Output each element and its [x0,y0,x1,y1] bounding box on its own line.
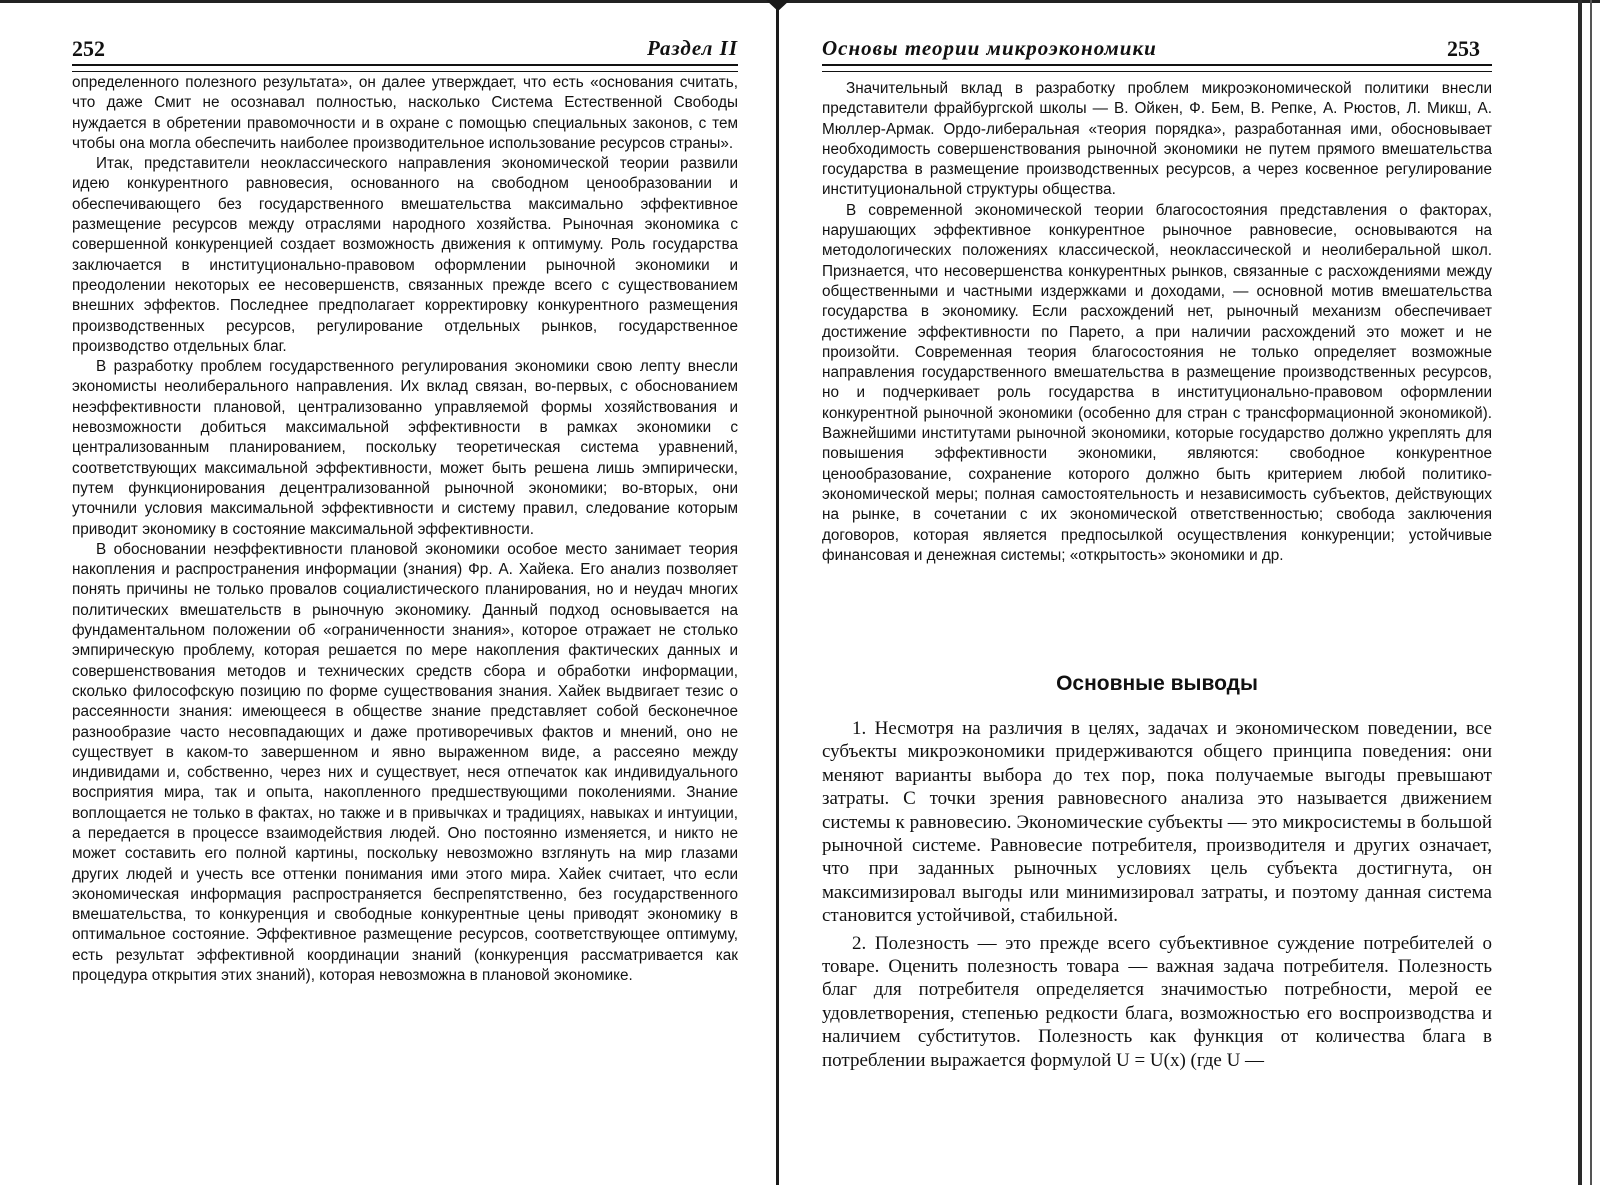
section-heading: Основные выводы [1056,672,1258,695]
conclusions-list [822,717,1492,1072]
right-page-body [822,79,1492,566]
running-head: Раздел II [646,36,738,60]
top-edge-rule [0,0,1600,3]
page-number: 252 [72,36,105,61]
paragraph: В разработку проблем государственного регулирования экономики свою лепту внесли экономисты неолиберального направления. Их вклад связан, во-первых, с обоснованием неэффективности плановой, централизованно управляемой формы хозяйствования и невозможности добиться максимальной эффективности в рамках экономики с централизованным планированием, поскольку теоретическая система уравнений, соответствующих максимальной эффективности, может быть решена лишь эмпирически, путем функционирования децентрализованной рыночной экономики; во-вторых, они уточнили условия максимальной эффективности и систему правил, следование которым приводит экономику в состояние максимальной эффективности. [72,358,738,538]
conclusion-item: 2. Полезность — это прежде всего субъективное суждение потребителей о товаре. Оценить полезность товара — важная задача потребителя. Полезность благ для потребителя определяется значимостью потребности, мерой ее удовлетворения, степенью редкости блага, возможностью его воспроизводства и наличием субститутов. Полезность как функция от количества блага в потреблении выражается формулой U = U(x) (где U — [822,932,1492,1071]
page-number: 253 [1447,36,1480,61]
paragraph: Итак, представители неоклассического направления экономической теории развили идею конкурентного равновесия, основанного на свободном ценообразовании и обеспечивающего без государственного вмешательства максимально эффективное размещение ресурсов между отраслями народного хозяйства. Рыночная экономика с совершенной конкуренцией создает возможность движения к оптимуму. Роль государства заключается в институционально-правовом оформлении рыночной экономики и преодолении некоторых ее несовершенств, связанных прежде всего с существованием внешних эффектов. Последнее предполагает корректировку конкурентного размещения производственных ресурсов, регулирование отдельных рынков, государственное производство отдельных благ. [72,155,738,355]
left-page-body [72,73,738,986]
left-page-header [72,36,738,66]
header-rule [72,64,738,72]
running-head: Основы теории микроэкономики [822,36,1157,60]
paragraph: В современной экономической теории благосостояния представления о факторах, нарушающих эффективное конкурентное рыночное равновесие, основываются на методологических положениях классической, неоклассической и неолиберальной школ. Признается, что несовершенства конкурентных рынков, связанные с расхождениями между общественными и частными издержками и доходами, — основной мотив вмешательства государства в экономику. Если расхождений нет, рыночный механизм обеспечивает достижение эффективности по Парето, а при наличии расхождений это может и не произойти. Современная теория благосостояния не только определяет возможные направления государственного вмешательства в размещение производственных ресурсов, но и подчеркивает роль государства в институционально-правовом оформлении конкурентной рыночной экономики (особенно для стран с трансформационной экономикой). Важнейшими институтами рыночной экономики, которые государство должно укреплять для повышения эффективности экономики, являются: свободное конкурентное ценообразование, сохранение которого должно быть критерием любой политико-экономической меры; полная самостоятельность и независимость субъектов, действующих на рынке, в сочетании с их экономической ответственностью; свобода заключения договоров, которая является предпосылкой осуществления конкуренции; устойчивые финансовая и денежная системы; «открытость» экономики и др. [822,201,1492,564]
spine-notch [766,0,790,10]
page-edge-shadow [1590,0,1592,1185]
book-spine [776,0,779,1185]
right-page-header [822,36,1492,66]
paragraph: Значительный вклад в разработку проблем микроэкономической политики внесли представители фрайбургской школы — В. Ойкен, Ф. Бем, В. Репке, А. Рюстов, Л. Микш, А. Мюллер-Армак. Ордо-либеральная «теория порядка», разработанная ими, обосновывает необходимость совершенствования рыночной экономики не путем прямого вмешательства государства в размещение производственных ресурсов, а через косвенное регулирование институциональной структуры общества. [822,80,1492,199]
paragraph: определенного полезного результата», он далее утверждает, что есть «основания считать, что даже Смит не осознавал полностью, насколько Система Естественной Свободы нуждается в обретении правомочности и в охране с помощью специальных законов, с тем чтобы она могла обеспечить наиболее производительное использование ресурсов страны». [72,74,738,152]
paragraph: В обосновании неэффективности плановой экономики особое место занимает теория накопления и распространения информации (знания) Фр. А. Хайека. Его анализ позволяет понять причины не только провалов социалистического планирования, но и неудач многих политических вмешательств в рыночную экономику. Данный подход основывается на фундаментальном положении об «ограниченности знания», которое отражает не столько эмпирическую проблему, которая решается по мере накопления фактических данных и совершенствования методов и технических средств сбора и обработки информации, сколько философскую позицию по форме существования знания. Хайек выдвигает тезис о рассеянности знания: имеющееся в обществе знание представляет собой бесконечное разнообразие часто несовпадающих и даже противоречивых фактов и мнений, оно не существует в каком-то завершенном и явно выраженном виде, а рассеяно между индивидами и, собственно, через них и существует, неся отпечаток как индивидуального восприятия мира, так и опыта, накопленного предшествующими поколениями. Знание воплощается не только в фактах, но также и в привычках и традициях, навыках и интуиции, а передается в процессе взаимодействия людей. Оно постоянно изменяется, и никто не может составить его полной картины, поскольку невозможно взглянуть на мир глазами других людей и учесть все оттенки понимания ими этого мира. Хайек считает, что если экономическая информация распространяется беспрепятственно, без государственного вмешательства, то конкуренция и свободные конкурентные цены приводят экономику в оптимальное состояние. Эффективное размещение ресурсов, соответствующее оптимуму, есть результат эффективной координации знаний (конкуренция рассматривается как процедура открытия этих знаний), которая невозможна в плановой экономике. [72,540,738,985]
conclusion-item: 1. Несмотря на различия в целях, задачах и экономическом поведении, все субъекты микроэкономики придерживаются общего принципа поведения: они меняют варианты выбора до тех пор, пока получаемые выгоды превышают затраты. С точки зрения равновесного анализа это называется движением системы к равновесию. Экономические субъекты — это микросистемы в большой рыночной системе. Равновесие потребителя, производителя и других означает, что при заданных рыночных условиях цель субъекта достигнута, он максимизировал выгоды или минимизировал затраты, и поэтому данная система становится устойчивой, стабильной. [822,718,1492,927]
page-edge [1578,0,1582,1185]
header-rule [822,64,1492,72]
